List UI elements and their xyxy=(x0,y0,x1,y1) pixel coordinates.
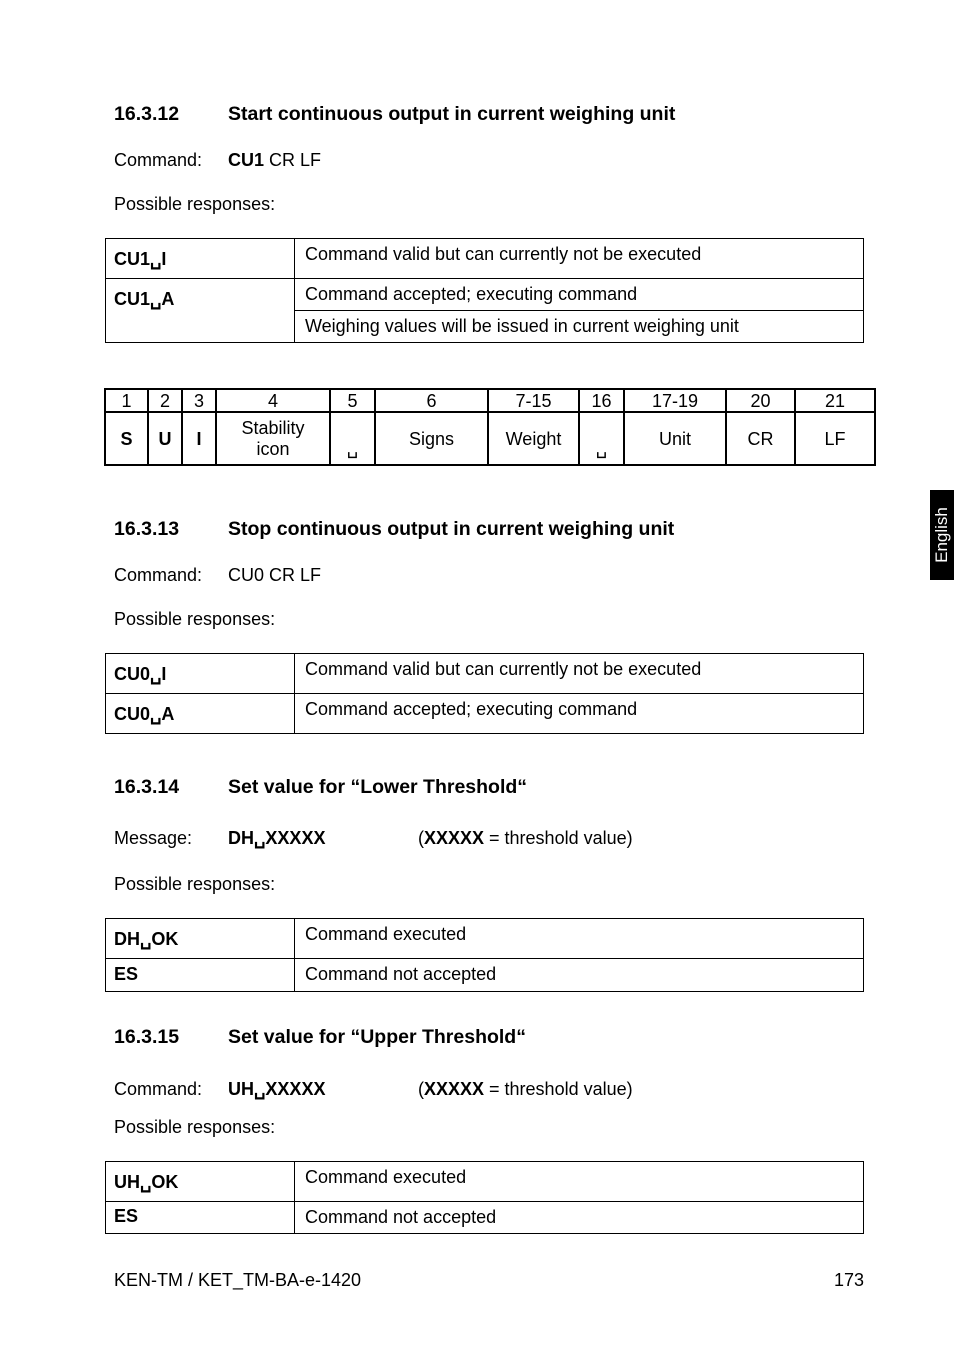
responses-label: Possible responses: xyxy=(114,609,276,629)
section-heading-16-3-13 xyxy=(114,518,814,542)
position-cell: 1 xyxy=(105,389,148,412)
section-title: Start continuous output in current weighing unit xyxy=(228,103,676,125)
value-cell: Unit xyxy=(624,412,726,465)
response-text: Command valid but can currently not be executed xyxy=(295,239,864,279)
response-text: Command executed xyxy=(295,1162,864,1202)
position-cell: 21 xyxy=(795,389,875,412)
response-text: Command accepted; executing command xyxy=(295,694,864,734)
section-heading-16-3-12 xyxy=(114,103,814,127)
table-row xyxy=(106,1202,864,1234)
language-label: English xyxy=(932,507,951,563)
response-text: Command not accepted xyxy=(295,959,864,992)
position-cell: 7-15 xyxy=(488,389,579,412)
position-cell: 16 xyxy=(579,389,624,412)
command-line xyxy=(114,565,322,586)
response-code: UH␣OK xyxy=(106,1162,295,1202)
position-cell: 17-19 xyxy=(624,389,726,412)
response-text: Command not accepted xyxy=(295,1202,864,1234)
table-row xyxy=(106,959,864,992)
response-text: Weighing values will be issued in current weighing unit xyxy=(295,311,864,343)
command-code: CU1 xyxy=(228,150,265,170)
response-table-cu0 xyxy=(105,653,864,734)
position-cell: 2 xyxy=(148,389,182,412)
responses-label: Possible responses: xyxy=(114,1117,276,1137)
value-row xyxy=(105,412,875,465)
section-title: Stop continuous output in current weighing unit xyxy=(228,518,675,540)
value-cell: U xyxy=(148,412,182,465)
table-row xyxy=(106,694,864,734)
section-number: 16.3.13 xyxy=(114,518,180,540)
threshold-note: (XXXXX = threshold value) xyxy=(418,828,633,848)
command-line xyxy=(114,1079,714,1101)
message-label: Message: xyxy=(114,828,193,848)
value-cell: CR xyxy=(726,412,795,465)
value-cell-space: ␣ xyxy=(579,412,624,465)
command-value: CU0 CR LF xyxy=(228,565,322,585)
response-code: CU0␣A xyxy=(106,694,295,734)
section-number: 16.3.12 xyxy=(114,103,180,125)
response-code: ES xyxy=(106,959,295,992)
response-text: Command valid but can currently not be executed xyxy=(295,654,864,694)
section-number: 16.3.15 xyxy=(114,1026,180,1048)
page-number: 173 xyxy=(833,1270,864,1290)
response-table-dh xyxy=(105,918,864,992)
response-code: DH␣OK xyxy=(106,919,295,959)
section-title: Set value for “Upper Threshold“ xyxy=(228,1026,526,1048)
command-label: Command: xyxy=(114,150,203,170)
value-cell: Stability icon xyxy=(216,412,330,465)
position-cell: 20 xyxy=(726,389,795,412)
footer-doc-id: KEN-TM / KET_TM-BA-e-1420 xyxy=(114,1270,362,1290)
section-title: Set value for “Lower Threshold“ xyxy=(228,776,528,798)
section-number: 16.3.14 xyxy=(114,776,180,798)
position-cell: 4 xyxy=(216,389,330,412)
table-row xyxy=(106,279,864,311)
section-heading-16-3-15 xyxy=(114,1026,814,1050)
command-line xyxy=(114,150,322,171)
value-cell: I xyxy=(182,412,216,465)
message-line xyxy=(114,828,714,850)
responses-label: Possible responses: xyxy=(114,874,276,894)
response-text: Command executed xyxy=(295,919,864,959)
table-row xyxy=(106,654,864,694)
value-cell: S xyxy=(105,412,148,465)
value-cell: Weight xyxy=(488,412,579,465)
language-side-tab xyxy=(930,490,954,580)
response-text: Command accepted; executing command xyxy=(295,279,864,311)
response-code: CU0␣I xyxy=(106,654,295,694)
section-heading-16-3-14 xyxy=(114,776,814,800)
response-code: CU1␣A xyxy=(106,279,295,343)
command-label: Command: xyxy=(114,1079,203,1099)
responses-label: Possible responses: xyxy=(114,194,276,214)
response-table-uh xyxy=(105,1161,864,1234)
command-label: Command: xyxy=(114,565,203,585)
response-code: CU1␣I xyxy=(106,239,295,279)
command-code: UH␣XXXXX xyxy=(228,1079,326,1099)
table-row xyxy=(106,919,864,959)
value-cell-space: ␣ xyxy=(330,412,375,465)
threshold-note: (XXXXX = threshold value) xyxy=(418,1079,633,1099)
table-row xyxy=(106,239,864,279)
position-cell: 3 xyxy=(182,389,216,412)
response-code: ES xyxy=(106,1202,295,1234)
position-cell: 5 xyxy=(330,389,375,412)
position-row xyxy=(105,389,875,412)
value-cell: LF xyxy=(795,412,875,465)
position-cell: 6 xyxy=(375,389,488,412)
table-row xyxy=(106,1162,864,1202)
response-table-cu1 xyxy=(105,238,864,343)
message-code: DH␣XXXXX xyxy=(228,828,326,848)
output-format-table xyxy=(104,388,876,466)
command-suffix: CR LF xyxy=(269,150,322,170)
value-cell: Signs xyxy=(375,412,488,465)
